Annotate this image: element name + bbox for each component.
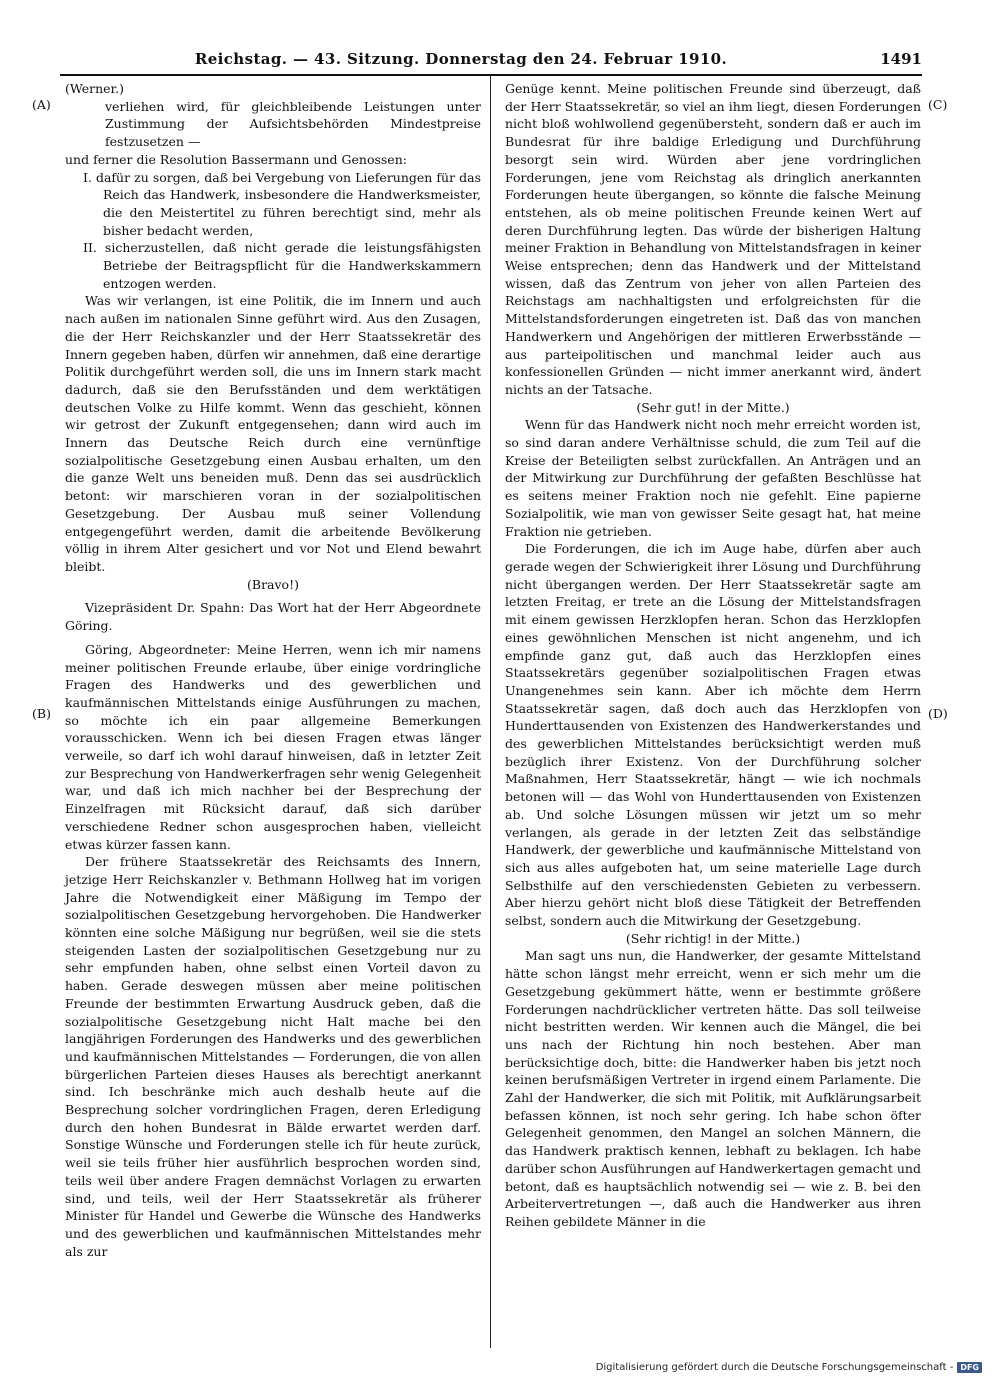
speech-paragraph: Genüge kennt. Meine politischen Freunde sind überzeugt, daß der Herr Staatssekretär, so viel an ihm liegt, diesen Forderungen nicht bloß wohlwollend gegenübersteht, sondern daß er auch im Bundesrat für ihre baldige Erledigung und Durchführung besorgt sein wird. Würden aber jene vordringlichen Forderungen, jene vom Reichstag als dringlich anerkannten Forderungen heute übergangen, so könnte die falsche Meinung entstehen, als ob meine politischen Freunde keinen Wert auf deren Durchführung legten. Das würde der bisherigen Haltung meiner Fraktion in Behandlung von Mittelstandsfragen in keiner Weise entsprechen; denn das Handwerk und der Mittelstand wissen, daß das Zentrum von jeher von allen Parteien des Reichstags am nachhaltigsten und erfolgreichsten für die Mittelstandsforderungen eingetreten ist. Daß das von manchen Handwerkern und Angehörigen der mittleren Erwerbsstände — aus parteipolitischen und manchmal leider auch aus konfessionellen Gründen — nicht immer anerkannt wird, ändert nichts an der Tatsache. xyxy=(505,81,921,397)
interjection: (Sehr richtig! in der Mitte.) xyxy=(625,930,801,946)
digitization-footer xyxy=(596,1362,982,1373)
margin-marker-b: (B) xyxy=(32,706,51,721)
paragraph: Was wir verlangen, ist eine Politik, die im Innern und auch nach außen im nationalen Sinne geführt wird. Aus den Zusagen, die der Herr Reichskanzler und der Herr Staatssekretär des Innern gegeben haben, dürfen wir annehmen, daß eine derartige Politik durchgeführt werden soll, die uns im Innern stark macht dadurch, daß sie den Berufsständen und dem werktätigen deutschen Volke zu Hilfe kommt. Wenn das geschieht, können wir getrost der Zukunft entgegensehen; dann wird auch im Innern das Deutsche Reich durch eine vernünftige sozialpolitische Gesetzgebung einen Ausbau erhalten, um den die ganze Welt uns beneiden muß. Denn das sei ausdrücklich betont: wir marschieren voran in der sozialpolitischen Gesetzgebung. Der Ausbau muß seiner Vollendung entgegengeführt werden, damit die arbeitende Bevölkerung völlig in ihrem Alter gesichert und vor Not und Elend bewahrt bleibt. xyxy=(65,293,481,574)
left-column xyxy=(65,80,481,1260)
interjection: (Bravo!) xyxy=(247,576,299,592)
motion-item-2: II. sicherzustellen, daß nicht gerade die leistungsfähigsten Betriebe der Beitragspflicht für die Handwerkskammern entzogen werden. xyxy=(83,240,481,291)
motion-text: verliehen wird, für gleichbleibende Leistungen unter Zustimmung der Aufsichtsbehörden Mindestpreise festzusetzen — xyxy=(105,98,481,150)
speech-paragraph: Die Forderungen, die ich im Auge habe, dürfen aber auch gerade wegen der Schwierigkeit ihrer Lösung und Durchführung nicht übergangen werden. Der Herr Staatssekretär sagte am letzten Freitag, er trete an die Lösung der Mittelstandsfragen mit einem gewissen Herzklopfen heran. Schon das Herzklopfen eines gewöhnlichen Menschen ist nicht angenehm, und ich empfinde ganz gut, daß auch das Herzklopfen eines Staatssekretärs gegenüber sozialpolitischen Fragen etwas Unangenehmes sein kann. Aber ich möchte dem Herrn Staatssekretär sagen, daß doch auch das Herzklopfen von Hunderttausenden von Existenzen des Handwerkerstandes und des gewerblichen Mittelstandes berücksichtigt werden muß bezüglich ihrer Existenz. Von der Durchführung solcher Maßnahmen, Herr Staatssekretär, hängt — wie ich nochmals betonen will — das Wohl von Hunderttausenden von Existenzen ab. Und solche Lösungen müssen wir jetzt um so mehr verlangen, als gerade in der letzten Zeit das selbständige Handwerk, der gewerbliche und kaufmännische Mittelstand von sich aus alles aufgeboten hat, um seine materielle Lage durch Selbsthilfe auf den verschiedensten Gebieten zu verbessern. Aber hierzu gehört nicht bloß diese Tätigkeit der Betreffenden selbst, sondern auch die Mitwirkung der Gesetzgebung. xyxy=(505,541,921,929)
chair-remark: Vizepräsident Dr. Spahn: Das Wort hat der Herr Abgeordnete Göring. xyxy=(65,600,481,634)
margin-marker-d: (D) xyxy=(928,706,948,721)
speech-paragraph: Göring, Abgeordneter: Meine Herren, wenn ich mir namens meiner politischen Freunde erlaube, über einige vordringliche Fragen des Handwerks und des gewerblichen und kaufmännischen Mittelstands einige Ausführungen zu machen, so möchte ich ein paar allgemeine Bemerkungen vorausschicken. Wenn ich bei diesen Fragen etwas länger verweile, so darf ich wohl darauf hinweisen, daß in letzter Zeit zur Besprechung von Handwerkerfragen sehr wenig Gelegenheit war, und daß ich mich nachher bei der Besprechung der Einzelfragen mit Rücksicht darauf, daß sich darüber verschiedene Redner schon ausgesprochen haben, vielleicht etwas kürzer fassen kann. xyxy=(65,641,481,852)
motion-item-1: I. dafür zu sorgen, daß bei Vergebung von Lieferungen für das Reich das Handwerk, insbesondere die Handwerksmeister, die den Meistertitel zu führen berechtigt sind, mehr als bisher bedacht werden, xyxy=(83,169,481,238)
page-header xyxy=(60,48,922,76)
page-number: 1491 xyxy=(880,50,922,68)
margin-marker-a: (A) xyxy=(32,97,51,112)
running-title: Reichstag. — 43. Sitzung. Donnerstag den 24. Februar 1910. xyxy=(194,50,728,68)
right-column xyxy=(505,80,921,1231)
interjection: (Sehr gut! in der Mitte.) xyxy=(636,399,790,415)
margin-marker-c: (C) xyxy=(928,97,948,112)
speech-paragraph: Man sagt uns nun, die Handwerker, der gesamte Mittelstand hätte schon längst mehr erreicht, wenn er sich mehr um die Gesetzgebung gekümmert hätte, wenn er bestimmte größere Forderungen nachdrücklicher vertreten hätte. Das soll teilweise nicht bestritten werden. Wir kennen auch die Mängel, die bei uns nach der Richtung hin noch bestehen. Aber man berücksichtige doch, bitte: die Handwerker haben bis jetzt noch keinen berufsmäßigen Vertreter in irgend einem Parlamente. Die Zahl der Handwerker, die sich mit Politik, mit Aufklärungsarbeit befassen können, ist noch sehr gering. Ich habe schon öfter Gelegenheit genommen, den Mangel an solchen Männern, die das Handwerk praktisch kennen, lebhaft zu beklagen. Ich habe darüber schon Ausführungen auf Handwerkertagen gemacht und betont, daß es hauptsächlich notwendig sei — wie z. B. bei den Arbeitervertretungen —, daß auch die Handwerker aus ihren Reihen gebildete Männer in die xyxy=(505,948,921,1229)
speech-paragraph: Der frühere Staatssekretär des Reichsamts des Innern, jetzige Herr Reichskanzler v. Bethmann Hollweg hat im vorigen Jahre die Notwendigkeit einer Mäßigung im Tempo der sozialpolitischen Gesetzgebung hervorgehoben. Die Handwerker könnten eine solche Mäßigung nur begrüßen, weil sie die stets steigenden Lasten der sozialpolitischen Gesetzgebung nur zu sehr empfunden haben, ohne selbst einen Vorteil davon zu haben. Gerade deswegen müssen aber meine politischen Freunde der bestimmten Erwartung Ausdruck geben, daß die sozialpolitische Gesetzgebung nicht Halt mache bei den langjährigen Forderungen des Handwerks und des gewerblichen und kaufmännischen Mittelstandes — Forderungen, die von allen bürgerlichen Parteien dieses Hauses als berechtigt anerkannt sind. Ich beschränke mich auch deshalb heute auf die Besprechung solcher vordringlichen Fragen, deren Erledigung durch den hohen Bundesrat in Bälde erwartet werden darf. Sonstige Wünsche und Forderungen stelle ich für heute zurück, weil sie teils früher hier ausführlich besprochen worden sind, teils weil über andere Fragen demnächst Vorlagen zu erwarten sind, und teils, weil der Herr Staatssekretär als früherer Minister für Handel und Gewerbe die Wünsche des Handwerks und des gewerblichen und kaufmännischen Mittelstandes mehr als zur xyxy=(65,854,481,1259)
speech-paragraph: Wenn für das Handwerk nicht noch mehr erreicht worden ist, so sind daran andere Verhältnisse schuld, die zum Teil auf die Kreise der Beteiligten selbst zurückfallen. An Anträgen und an der Mitwirkung zur Durchführung der gefaßten Beschlüsse hat es seitens meiner Fraktion noch nie gefehlt. Eine papierne Sozialpolitik, wie man von gewisser Seite gesagt hat, hat meine Fraktion nie getrieben. xyxy=(505,417,921,539)
footer-text: Digitalisierung gefördert durch die Deutsche Forschungsgemeinschaft - xyxy=(595,1362,954,1373)
paragraph: und ferner die Resolution Bassermann und Genossen: xyxy=(65,151,407,167)
column-divider xyxy=(490,76,491,1348)
speaker-reference: (Werner.) xyxy=(65,81,124,96)
dfg-logo: DFG xyxy=(957,1362,982,1373)
